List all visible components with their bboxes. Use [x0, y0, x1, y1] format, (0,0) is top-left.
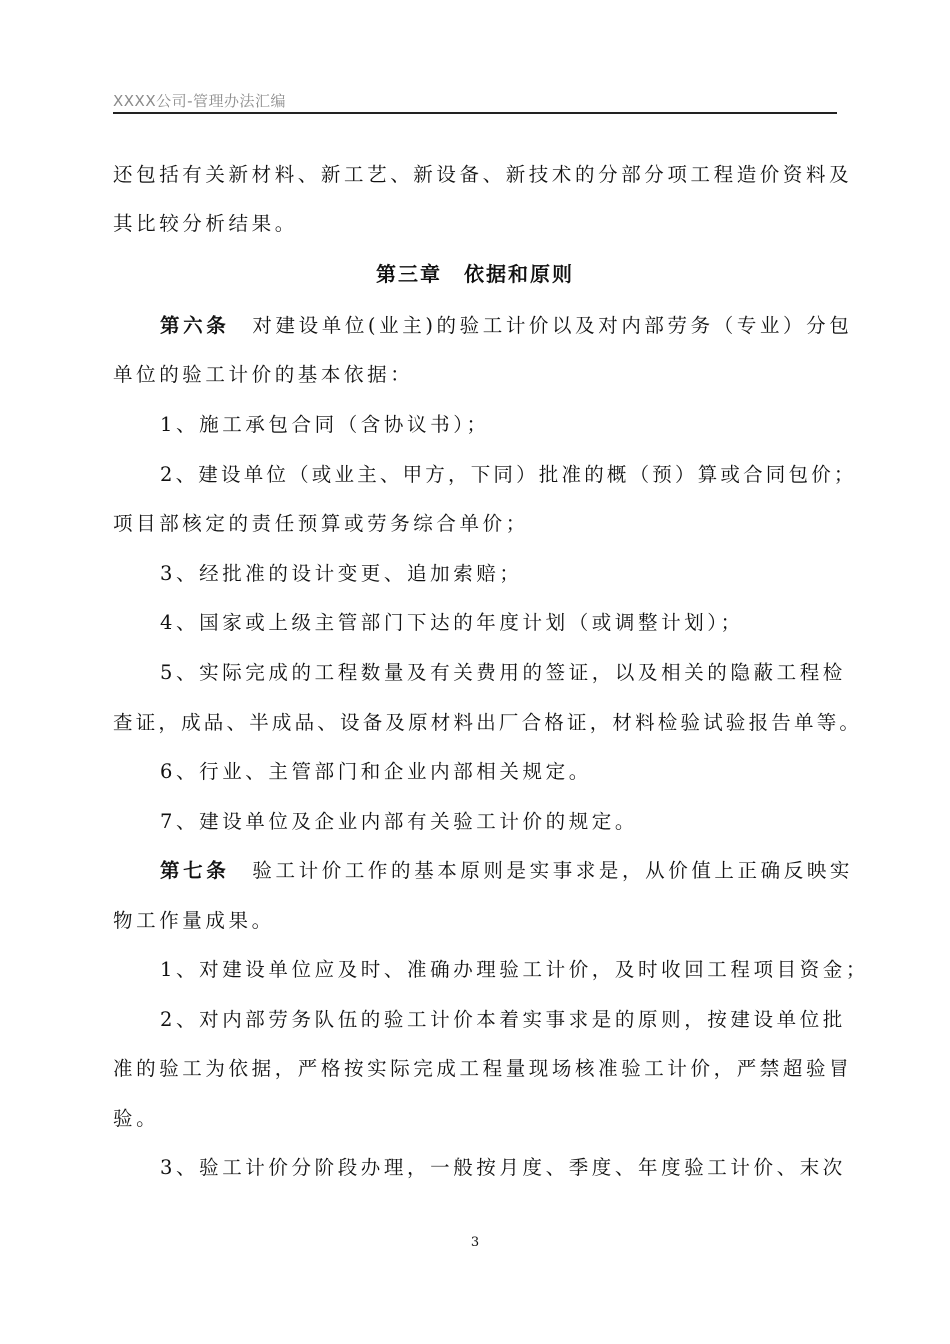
- article-7-label: 第七条: [160, 859, 230, 882]
- list-item: 5、实际完成的工程数量及有关费用的签证，以及相关的隐蔽工程检: [160, 661, 846, 684]
- article-7-line: [160, 858, 854, 884]
- list-item: 6、行业、主管部门和企业内部相关规定。: [160, 760, 592, 783]
- list-item-continuation: 项目部核定的责任预算或劳务综合单价；: [113, 512, 529, 535]
- chapter-heading: 第三章 依据和原则: [376, 262, 574, 286]
- list-item-continuation: 验。: [113, 1107, 160, 1130]
- paragraph-line: 单位的验工计价的基本依据：: [113, 363, 414, 386]
- list-item: 3、经批准的设计变更、追加索赔；: [160, 562, 523, 585]
- list-item: 1、对建设单位应及时、准确办理验工计价，及时收回工程项目资金；: [160, 958, 870, 981]
- list-item: 2、建设单位（或业主、甲方，下同）批准的概（预）算或合同包价；: [160, 463, 857, 486]
- list-item-continuation: 准的验工为依据，严格按实际完成工程量现场核准验工计价，严禁超验冒: [113, 1057, 853, 1080]
- article-6-label: 第六条: [160, 314, 230, 337]
- list-item: 3、验工计价分阶段办理，一般按月度、季度、年度验工计价、末次: [160, 1156, 846, 1179]
- article-7-text: 验工计价工作的基本原则是实事求是，从价值上正确反映实: [229, 859, 854, 882]
- paragraph-line: 其比较分析结果。: [113, 212, 298, 235]
- article-6-text: 对建设单位(业主)的验工计价以及对内部劳务（专业）分包: [229, 314, 853, 337]
- page-header: [113, 92, 837, 114]
- list-item: 4、国家或上级主管部门下达的年度计划（或调整计划）；: [160, 611, 744, 634]
- list-item: 7、建设单位及企业内部有关验工计价的规定。: [160, 810, 639, 833]
- list-item: 2、对内部劳务队伍的验工计价本着实事求是的原则，按建设单位批: [160, 1008, 846, 1031]
- article-6-line: [160, 313, 853, 339]
- page-number: 3: [470, 1235, 480, 1250]
- list-item: 1、施工承包合同（含协议书）；: [160, 413, 490, 436]
- paragraph-line: 还包括有关新材料、新工艺、新设备、新技术的分部分项工程造价资料及: [113, 163, 853, 186]
- header-title: XXXX公司-管理办法汇编: [113, 92, 287, 110]
- paragraph-line: 物工作量成果。: [113, 909, 275, 932]
- list-item-continuation: 查证，成品、半成品、设备及原材料出厂合格证，材料检验试验报告单等。: [113, 711, 863, 734]
